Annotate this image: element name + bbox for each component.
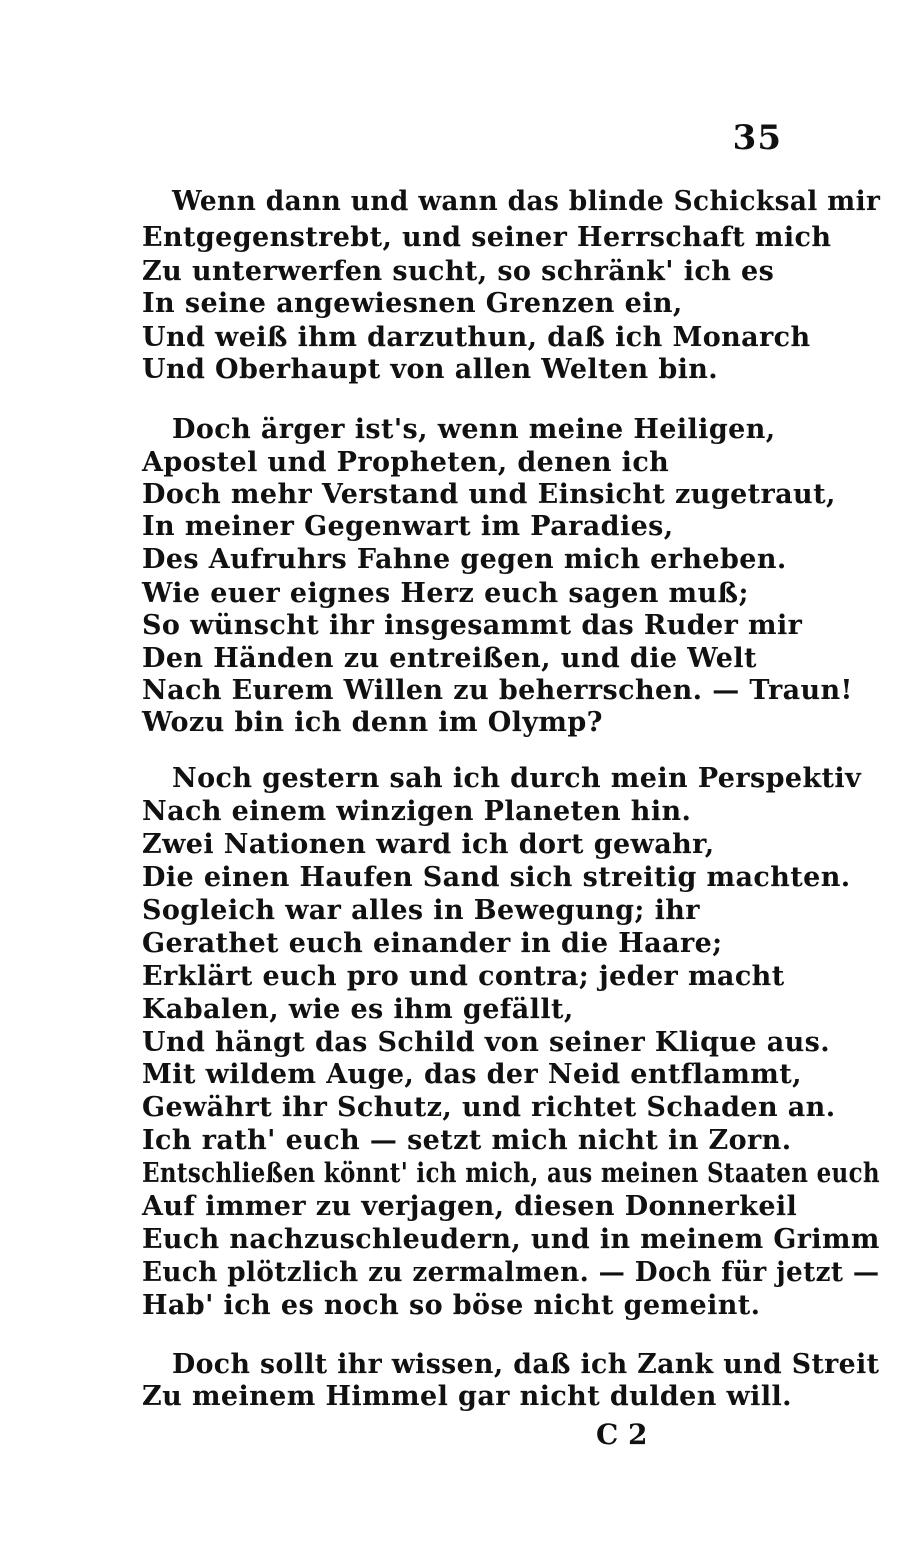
verse-line: Entschließen könnt' ich mich, aus meinen Staaten euch bbox=[142, 1158, 880, 1189]
verse-line: Doch sollt ihr wissen, daß ich Zank und Streit bbox=[172, 1349, 880, 1380]
verse-line: Erklärt euch pro und contra; jeder macht bbox=[142, 961, 785, 992]
verse-line: Nach Eurem Willen zu beherrschen. — Traun! bbox=[142, 675, 853, 706]
verse-line: Euch plötzlich zu zermalmen. — Doch für jetzt — bbox=[142, 1257, 880, 1288]
verse-line: Und weiß ihm darzuthun, daß ich Monarch bbox=[142, 322, 811, 353]
verse-line: Zu unterwerfen sucht, so schränk' ich es bbox=[142, 256, 775, 287]
verse-line: So wünscht ihr insgesammt das Ruder mir bbox=[142, 610, 803, 641]
verse-line: Auf immer zu verjagen, diesen Donnerkeil bbox=[142, 1191, 798, 1222]
verse-line: Zu meinem Himmel gar nicht dulden will. bbox=[142, 1381, 792, 1412]
verse-line: Hab' ich es noch so böse nicht gemeint. bbox=[142, 1290, 761, 1321]
page-number: 35 bbox=[732, 118, 782, 158]
verse-line: Wozu bin ich denn im Olymp? bbox=[142, 707, 603, 738]
verse-line: Zwei Nationen ward ich dort gewahr, bbox=[142, 829, 715, 860]
verse-line: Euch nachzuschleudern, und in meinem Grimm bbox=[142, 1224, 880, 1255]
verse-line: Noch gestern sah ich durch mein Perspektiv bbox=[172, 763, 862, 794]
verse-line: Wenn dann und wann das blinde Schicksal mir bbox=[172, 186, 881, 217]
verse-line: Und Oberhaupt von allen Welten bin. bbox=[142, 354, 719, 385]
verse-line: Gewährt ihr Schutz, und richtet Schaden an. bbox=[142, 1092, 836, 1123]
verse-line: Sogleich war alles in Bewegung; ihr bbox=[142, 895, 700, 926]
verse-line: Des Aufruhrs Fahne gegen mich erheben. bbox=[142, 544, 787, 575]
verse-line: In seine angewiesnen Grenzen ein, bbox=[142, 288, 683, 319]
verse-line: Und hängt das Schild von seiner Klique aus. bbox=[142, 1027, 831, 1058]
verse-line: In meiner Gegenwart im Paradies, bbox=[142, 511, 674, 542]
verse-line: Entgegenstrebt, und seiner Herrschaft mich bbox=[142, 222, 832, 253]
verse-line: Mit wildem Auge, das der Neid entflammt, bbox=[142, 1059, 802, 1090]
verse-line: Doch ärger ist's, wenn meine Heiligen, bbox=[172, 414, 776, 445]
verse-line: Gerathet euch einander in die Haare; bbox=[142, 928, 723, 959]
signature-mark: C 2 bbox=[596, 1418, 648, 1451]
verse-line: Den Händen zu entreißen, und die Welt bbox=[142, 643, 757, 674]
verse-line: Ich rath' euch — setzt mich nicht in Zorn. bbox=[142, 1125, 792, 1156]
verse-line: Die einen Haufen Sand sich streitig machten. bbox=[142, 862, 851, 893]
verse-line: Doch mehr Verstand und Einsicht zugetraut, bbox=[142, 479, 836, 510]
verse-line: Nach einem winzigen Planeten hin. bbox=[142, 796, 692, 827]
verse-line: Wie euer eignes Herz euch sagen muß; bbox=[142, 578, 749, 609]
verse-line: Apostel und Propheten, denen ich bbox=[142, 447, 670, 478]
verse-line: Kabalen, wie es ihm gefällt, bbox=[142, 994, 574, 1025]
